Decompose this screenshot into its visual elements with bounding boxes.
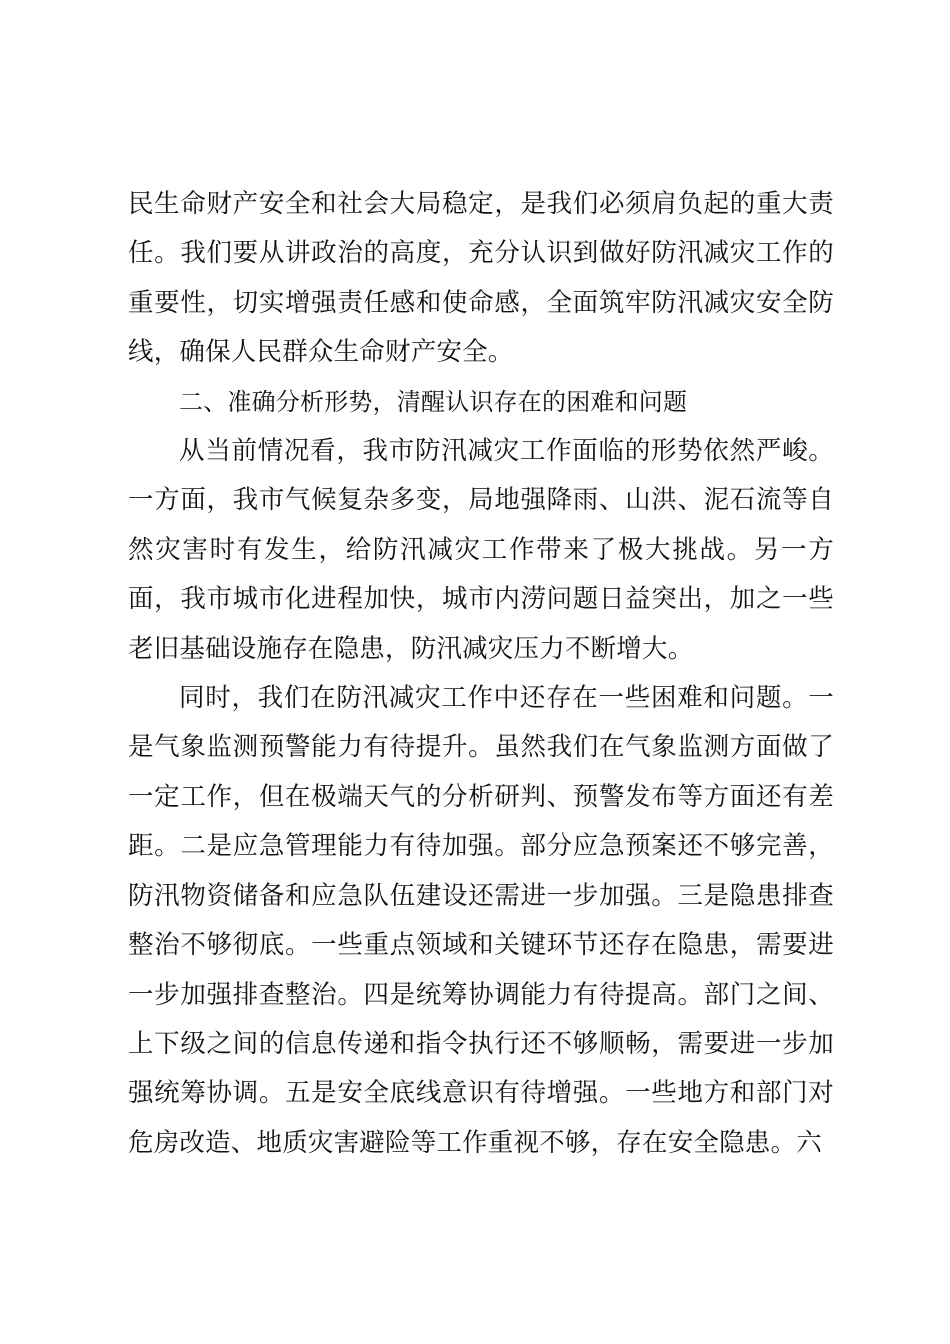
document-body <box>128 180 834 1168</box>
paragraph-situation: 从当前情况看，我市防汛减灾工作面临的形势依然严峻。一方面，我市气候复杂多变，局地强降雨、山洪、泥石流等自然灾害时有发生，给防汛减灾工作带来了极大挑战。另一方面，我市城市化进程加快，城市内涝问题日益突出，加之一些老旧基础设施存在隐患，防汛减灾压力不断增大。 <box>128 436 834 664</box>
section-heading: 二、准确分析形势，清醒认识存在的困难和问题 <box>179 387 688 416</box>
paragraph-problems: 同时，我们在防汛减灾工作中还存在一些困难和问题。一是气象监测预警能力有待提升。虽然我们在气象监测方面做了一定工作，但在极端天气的分析研判、预警发布等方面还有差距。二是应急管理能力有待加强。部分应急预案还不够完善，防汛物资储备和应急队伍建设还需进一步加强。三是隐患排查整治不够彻底。一些重点领域和关键环节还存在隐患，需要进一步加强排查整治。四是统筹协调能力有待提高。部门之间、上下级之间的信息传递和指令执行还不够顺畅，需要进一步加强统筹协调。五是安全底线意识有待增强。一些地方和部门对危房改造、地质灾害避险等工作重视不够，存在安全隐患。六 <box>128 683 834 1158</box>
paragraph-continued: 民生命财产安全和社会大局稳定，是我们必须肩负起的重大责任。我们要从讲政治的高度，充分认识到做好防汛减灾工作的重要性，切实增强责任感和使命感，全面筑牢防汛减灾安全防线，确保人民群众生命财产安全。 <box>128 189 834 368</box>
